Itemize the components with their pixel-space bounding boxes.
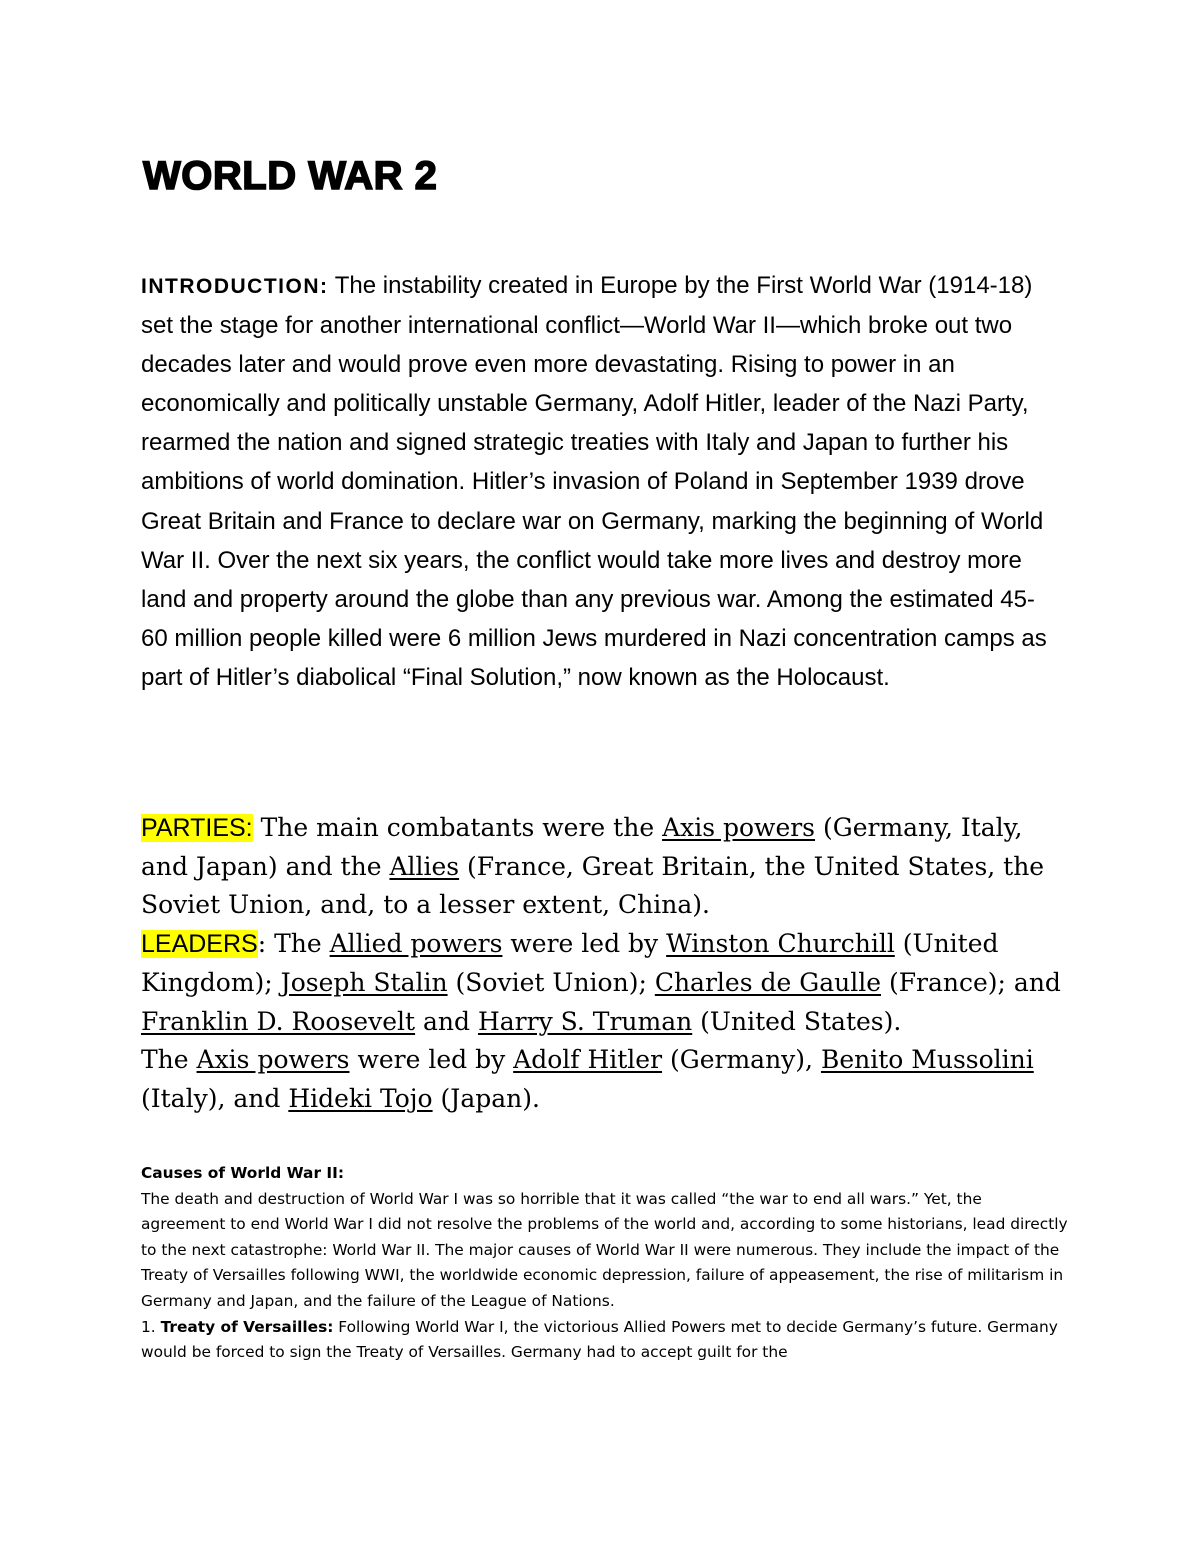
parties-colon: : bbox=[245, 814, 253, 842]
axis-powers-link[interactable]: Axis powers bbox=[662, 813, 816, 842]
de-gaulle-link[interactable]: Charles de Gaulle bbox=[654, 967, 881, 997]
leaders-text: (Germany), bbox=[662, 1045, 821, 1075]
causes-paragraph: The death and destruction of World War I was so horrible that it was called “the war to end all wars.” Yet, the agreement to end World War I did not resolve the problems of the world and, according to some historians, lead directly to the next catastrophe: World War II. The major causes of World War II were numerous. They include the impact of the Treaty of Versailles following WWI, the worldwide economic depression, failure of appeasement, the rise of militarism in Germany and Japan, and the failure of the League of Nations. bbox=[141, 1189, 1068, 1310]
leaders-text: (United Kingdom); bbox=[141, 929, 999, 997]
leaders-text: were led by bbox=[349, 1045, 514, 1075]
causes-item-1 bbox=[141, 1315, 1071, 1366]
leaders-colon: : bbox=[257, 929, 267, 959]
parties-text: (France, Great Britain, the United States, the Soviet Union, and, to a lesser extent, China). bbox=[141, 851, 1045, 920]
roosevelt-link[interactable]: Franklin D. Roosevelt bbox=[141, 1006, 416, 1036]
truman-link[interactable]: Harry S. Truman bbox=[477, 1006, 693, 1036]
leaders-label: LEADERS bbox=[141, 930, 258, 959]
introduction-paragraph bbox=[141, 266, 1061, 697]
stalin-link[interactable]: Joseph Stalin bbox=[280, 967, 448, 997]
item-number: 1. bbox=[141, 1317, 161, 1336]
parties-paragraph bbox=[141, 809, 1071, 925]
introduction-text: The instability created in Europe by the First World War (1914-18) set the stage for another international conflict—World War II—which broke out two decades later and would prove even more devastating. Rising to power in an economically and politically unstable Germany, Adolf Hitler, leader of the Nazi Party, rearmed the nation and signed strategic treaties with Italy and Japan to further his ambitions of world domination. Hitler’s invasion of Poland in September 1939 drove Great Britain and France to declare war on Germany, marking the beginning of World War II. Over the next six years, the conflict would take more lives and destroy more land and property around the globe than any previous war. Among the estimated 45-60 million people killed were 6 million Jews murdered in Nazi concentration camps as part of Hitler’s diabolical “Final Solution,” now known as the Holocaust. bbox=[141, 272, 1047, 691]
parties-leaders-section bbox=[141, 809, 1071, 1119]
leaders-text: (United States). bbox=[692, 1006, 902, 1036]
parties-label: PARTIES bbox=[141, 814, 246, 842]
leaders-text: The bbox=[266, 929, 330, 959]
introduction-label: INTRODUCTION: bbox=[141, 275, 329, 298]
tojo-link[interactable]: Hideki Tojo bbox=[288, 1083, 433, 1113]
causes-section bbox=[141, 1161, 1071, 1366]
axis-powers-link-2[interactable]: Axis powers bbox=[196, 1045, 350, 1075]
leaders-text: and bbox=[415, 1006, 478, 1036]
leaders-paragraph bbox=[141, 925, 1071, 1119]
leaders-text: The bbox=[141, 1045, 197, 1075]
item-title: Treaty of Versailles: bbox=[160, 1317, 334, 1336]
churchill-link[interactable]: Winston Churchill bbox=[666, 929, 895, 959]
allies-link[interactable]: Allies bbox=[389, 851, 460, 881]
leaders-text: (Japan). bbox=[432, 1083, 540, 1113]
allied-powers-link[interactable]: Allied powers bbox=[329, 929, 503, 959]
causes-heading: Causes of World War II: bbox=[141, 1164, 344, 1182]
leaders-text: (Soviet Union); bbox=[447, 967, 655, 997]
leaders-text: were led by bbox=[502, 929, 667, 959]
leaders-text: (Italy), and bbox=[141, 1083, 289, 1113]
parties-text: The main combatants were the bbox=[252, 813, 663, 842]
item-text: Following World War I, the victorious Allied Powers met to decide Germany’s future. Germany would be forced to sign the Treaty of Versailles. Germany had to accept guilt for the bbox=[141, 1317, 1058, 1362]
leaders-text: (France); and bbox=[881, 967, 1061, 997]
parties-text: (Germany, Italy, and Japan) and the bbox=[141, 813, 1023, 881]
hitler-link[interactable]: Adolf Hitler bbox=[513, 1045, 663, 1075]
mussolini-link[interactable]: Benito Mussolini bbox=[820, 1045, 1034, 1075]
document-title: WORLD WAR 2 bbox=[143, 154, 438, 198]
